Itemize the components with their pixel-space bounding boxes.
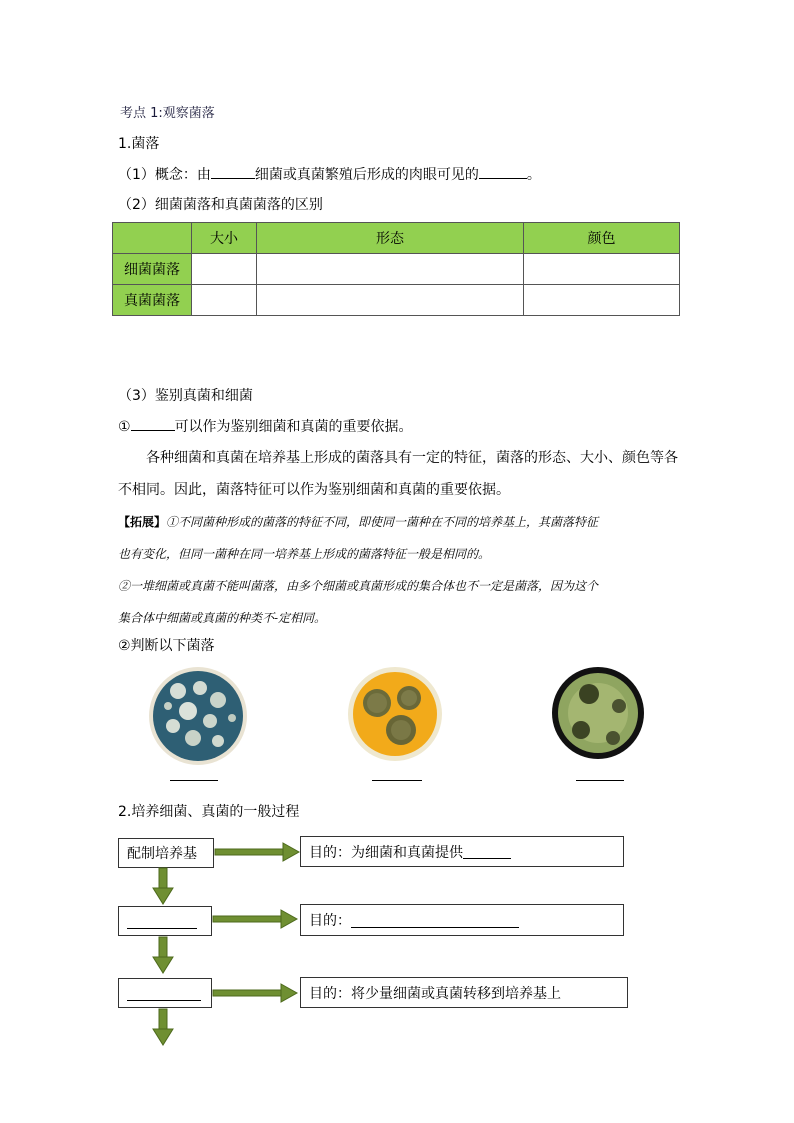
extension-line-2: 也有变化，但同一菌种在同一培养基上形成的菌落特征一般是相同的。 — [118, 547, 491, 561]
identify-text: 可以作为鉴别细菌和真菌的重要依据。 — [174, 419, 413, 435]
purpose-label: 目的： — [309, 913, 351, 929]
right-arrow-icon — [215, 843, 299, 861]
concept-part3: 。 — [526, 167, 541, 183]
right-arrow-icon — [213, 984, 297, 1002]
heading-culture-process: 2.培养细菌、真菌的一般过程 — [118, 804, 300, 820]
down-arrow-icon — [153, 937, 173, 973]
flow-step-1: 配制培养基 — [118, 838, 214, 868]
extension-line-4: 集合体中细菌或真菌的种类不-定相同。 — [118, 611, 327, 625]
judge-heading: ②判断以下菌落 — [118, 638, 215, 654]
concept-part1: （1）概念：由 — [118, 167, 211, 183]
row-label-bacteria: 细菌菌落 — [113, 254, 192, 285]
table-header-cell: 形态 — [257, 223, 524, 254]
concept-part2: 细菌或真菌繁殖后形成的肉眼可见的 — [254, 167, 479, 183]
purpose-text-1: 为细菌和真菌提供 — [351, 844, 463, 861]
purpose-label: 目的： — [309, 844, 351, 861]
heading-colony: 1.菌落 — [118, 136, 160, 152]
paragraph-line-2: 不相同。因此，菌落特征可以作为鉴别细菌和真菌的重要依据。 — [118, 482, 510, 498]
identify-heading: （3）鉴别真菌和细菌 — [118, 388, 253, 404]
extension-line-3: ②一堆细菌或真菌不能叫菌落，由多个细菌或真菌形成的集合体也不一定是菌落，因为这个 — [118, 579, 599, 593]
right-arrow-icon — [213, 910, 297, 928]
down-arrow-icon — [153, 1009, 173, 1045]
purpose-label: 目的： — [309, 985, 351, 1002]
section-title: 考点 1:观察菌落 — [120, 106, 215, 121]
row-label-fungi: 真菌菌落 — [113, 285, 192, 316]
extension-tag: 【拓展】 — [118, 515, 167, 529]
diff-heading: （2）细菌菌落和真菌菌落的区别 — [118, 197, 323, 213]
extension-text-1: ①不同菌种形成的菌落的特征不同，即使同一菌种在不同的培养基上，其菌落特征 — [166, 515, 599, 529]
purpose-text-3: 将少量细菌或真菌转移到培养基上 — [351, 985, 561, 1002]
down-arrow-icon — [153, 868, 173, 904]
paragraph-line-1: 各种细菌和真菌在培养基上形成的菌落具有一定的特征，菌落的形态、大小、颜色等各 — [146, 450, 678, 466]
circled-number: ① — [118, 419, 131, 435]
table-header-cell: 大小 — [192, 223, 257, 254]
table-header-cell: 颜色 — [524, 223, 680, 254]
